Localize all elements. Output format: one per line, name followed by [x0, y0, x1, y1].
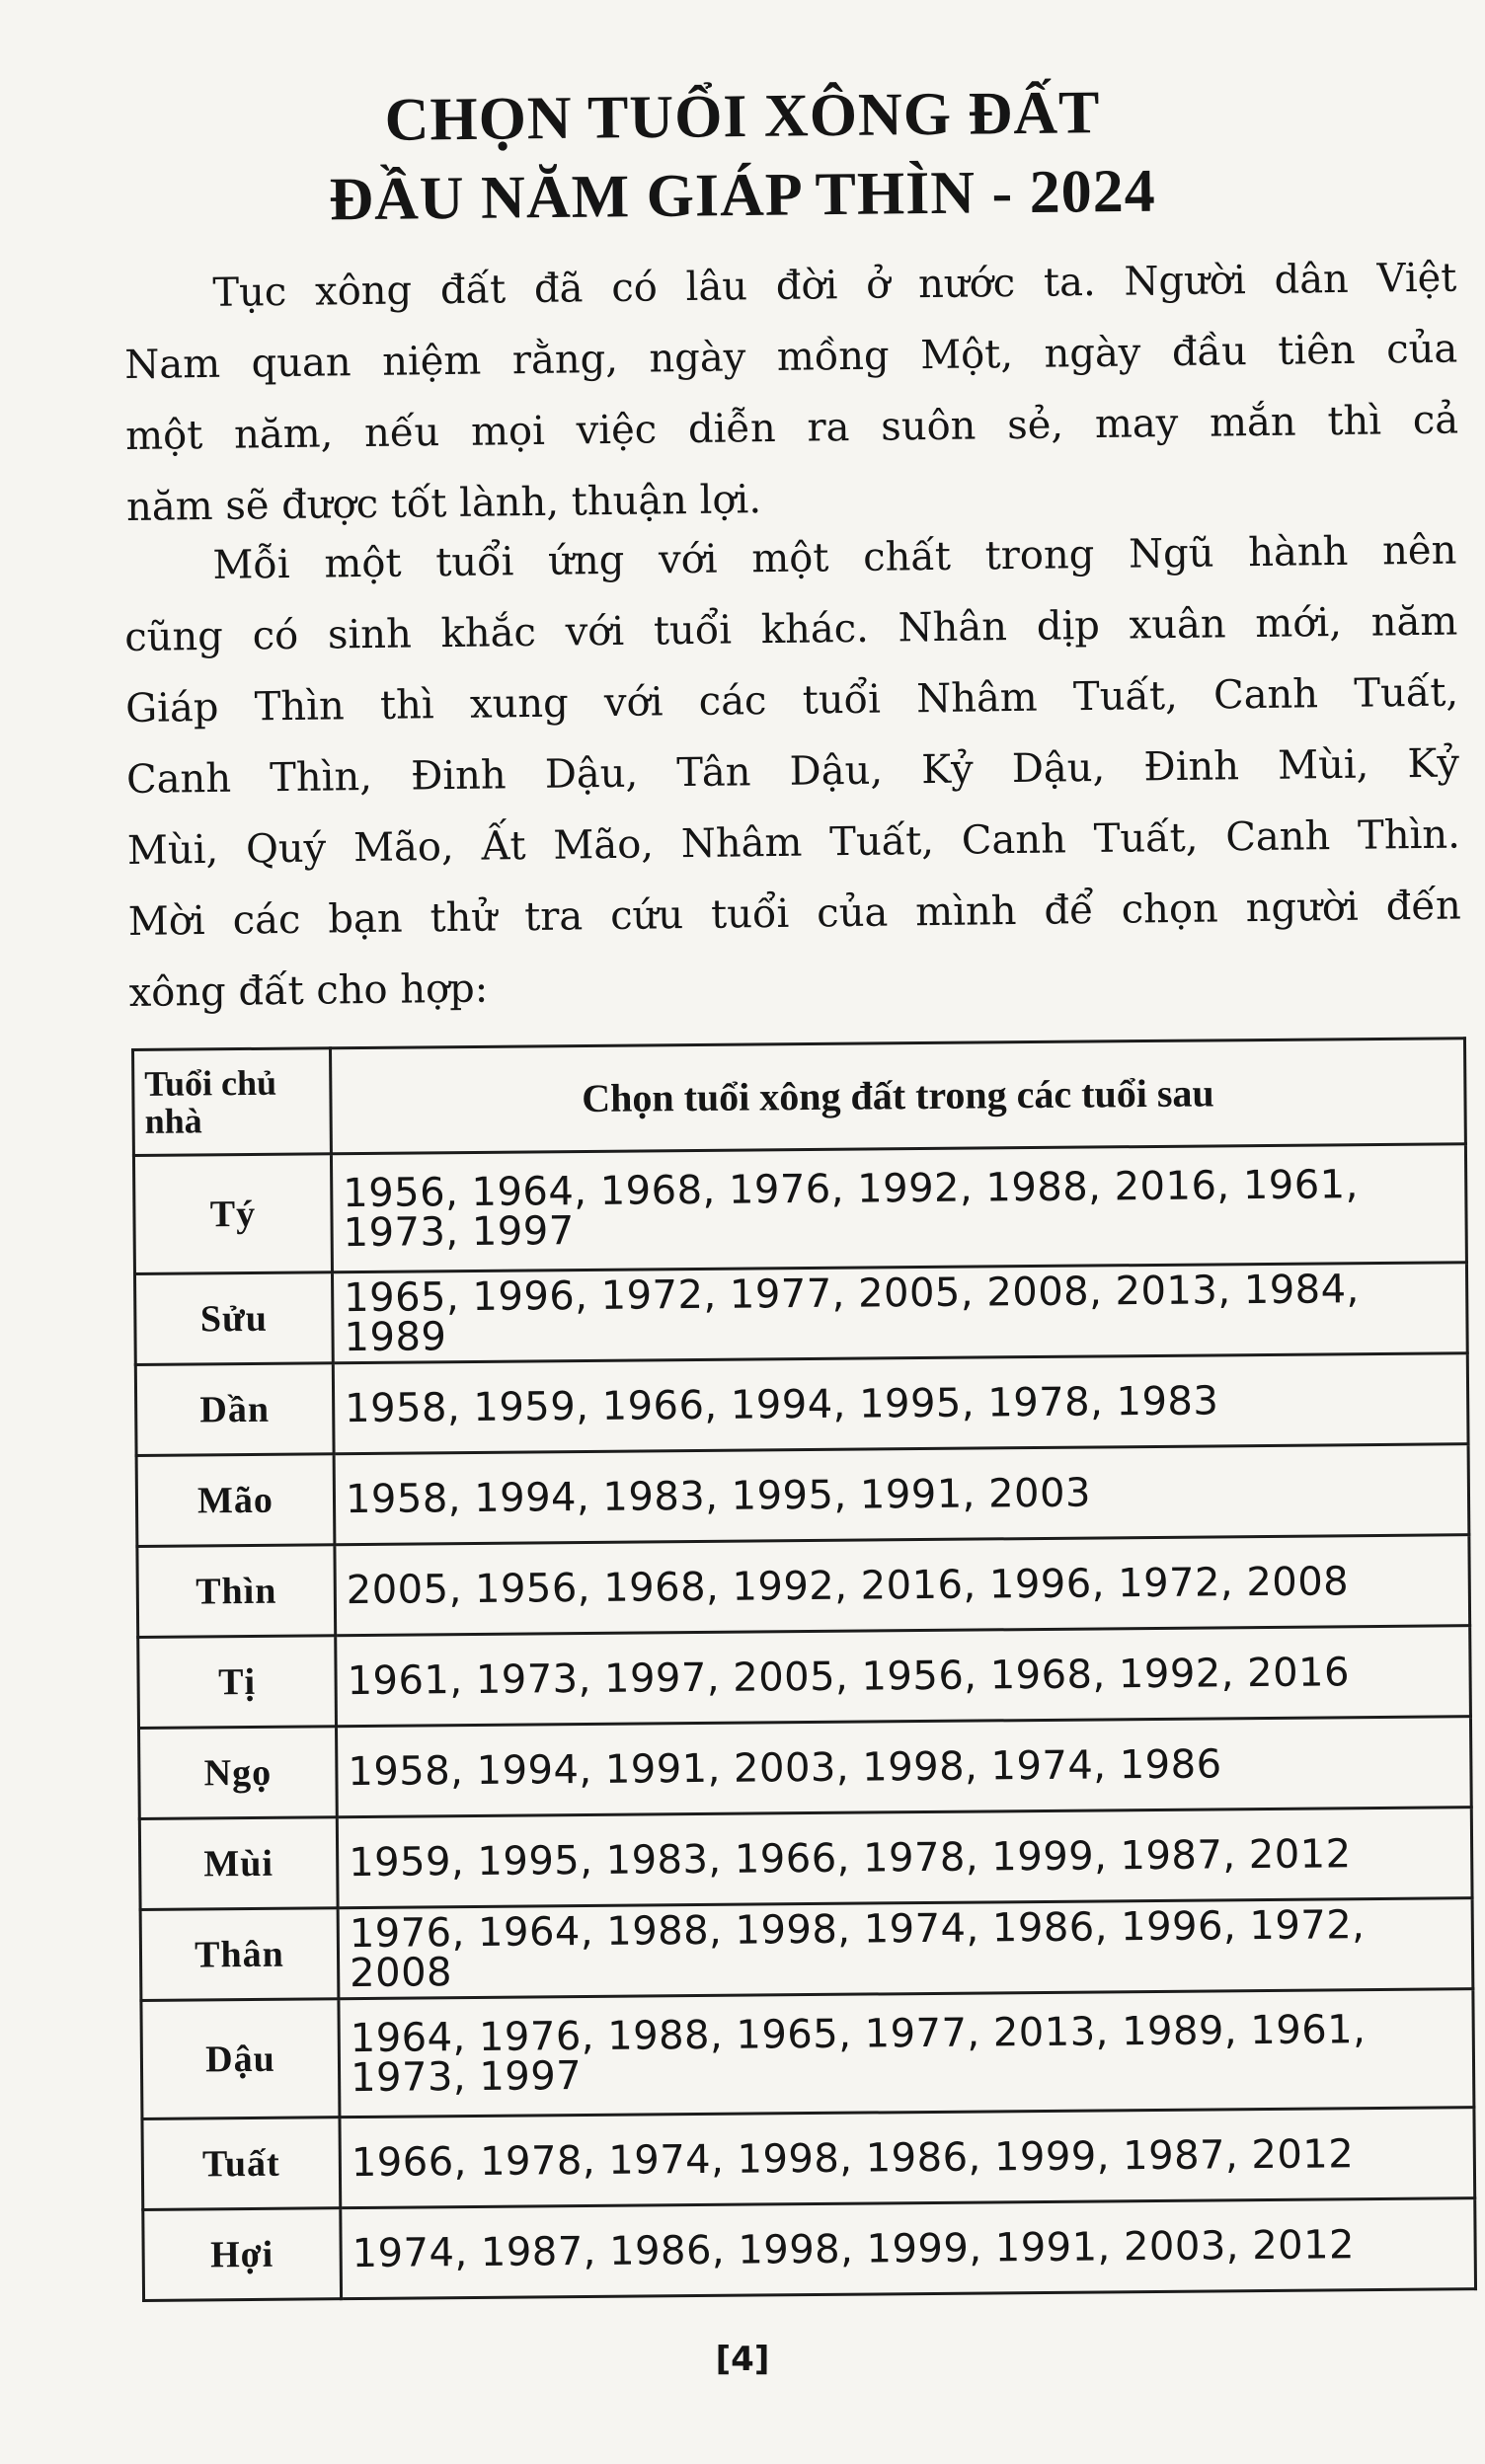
intro-paragraph: [123, 243, 1459, 543]
row-guest-years: 1956, 1964, 1968, 1976, 1992, 1988, 2016, 1961, 1973, 1997: [331, 1144, 1466, 1272]
table-row: [140, 1898, 1473, 2001]
row-guest-years: 1958, 1994, 1983, 1995, 1991, 2003: [334, 1444, 1469, 1545]
header-guest-ages: Chọn tuổi xông đất trong các tuổi sau: [331, 1039, 1466, 1154]
row-host-age: Tý: [133, 1154, 332, 1274]
row-host-age: Mão: [136, 1454, 335, 1547]
row-host-age: Thân: [140, 1908, 339, 2001]
row-guest-years: 1965, 1996, 1972, 1977, 2005, 2008, 2013, 1984, 1989: [332, 1263, 1467, 1363]
paragraph-line: năm sẽ được tốt lành, thuận lợi.: [125, 477, 762, 530]
row-guest-years: 1958, 1994, 1991, 2003, 1998, 1974, 1986: [337, 1717, 1472, 1817]
row-host-age: Tuất: [142, 2118, 341, 2210]
xong-dat-table: [131, 1037, 1477, 2302]
page-title-line-2: ĐẦU NĂM GIÁP THÌN - 2024: [328, 157, 1157, 234]
paragraph-line: Nam quan niệm rằng, ngày mồng Một, ngày đầu tiên của: [124, 326, 1458, 388]
row-guest-years: 1959, 1995, 1983, 1966, 1978, 1999, 1987, 2012: [337, 1808, 1472, 1908]
row-host-age: Hợi: [143, 2208, 342, 2301]
paragraph-line: cũng có sinh khắc với tuổi khác. Nhân dịp xuân mới, năm: [124, 598, 1458, 660]
paragraph-line: Canh Thìn, Đinh Dậu, Tân Dậu, Kỷ Dậu, Đinh Mùi, Kỷ: [125, 740, 1460, 803]
paragraph-line: xông đất cho hợp:: [128, 965, 489, 1016]
row-host-age: Mùi: [139, 1817, 338, 1910]
row-guest-years: 1976, 1964, 1988, 1998, 1974, 1986, 1996, 1972, 2008: [338, 1898, 1473, 1999]
paragraph-line: Mỗi một tuổi ứng với một chất trong Ngũ hành nên: [212, 527, 1457, 588]
table-row: [143, 2198, 1476, 2301]
row-guest-years: 1974, 1987, 1986, 1998, 1999, 1991, 2003, 2012: [341, 2198, 1476, 2299]
header-host-age: Tuổi chủ nhà: [133, 1048, 332, 1156]
page-title-line-1: CHỌN TUỔI XÔNG ĐẤT: [384, 79, 1101, 154]
table-header-row: [133, 1039, 1466, 1156]
table-row: [133, 1144, 1466, 1274]
row-host-age: Dậu: [141, 1999, 340, 2119]
table-row: [137, 1535, 1470, 1638]
row-host-age: Dần: [135, 1363, 334, 1456]
table-row: [139, 1808, 1472, 1910]
row-guest-years: 1966, 1978, 1974, 1998, 1986, 1999, 1987, 2012: [340, 2108, 1475, 2208]
row-host-age: Sửu: [134, 1272, 333, 1365]
table-row: [141, 1989, 1474, 2119]
page-number: [4]: [715, 2340, 770, 2379]
paragraph-line: Mùi, Quý Mão, Ất Mão, Nhâm Tuất, Canh Tuất, Canh Thìn.: [126, 811, 1461, 874]
table-row: [136, 1444, 1469, 1547]
row-host-age: Tị: [138, 1636, 337, 1729]
table-row: [134, 1263, 1467, 1365]
paragraph-line: Tục xông đất đã có lâu đời ở nước ta. Người dân Việt: [212, 255, 1457, 316]
table-row: [138, 1626, 1471, 1729]
second-paragraph: [123, 515, 1462, 1029]
table-row: [139, 1717, 1472, 1819]
table-row: [142, 2108, 1475, 2210]
row-guest-years: 1964, 1976, 1988, 1965, 1977, 2013, 1989, 1961, 1973, 1997: [339, 1989, 1474, 2118]
table-row: [135, 1353, 1468, 1456]
row-host-age: Ngọ: [139, 1727, 338, 1819]
row-guest-years: 1961, 1973, 1997, 2005, 1956, 1968, 1992, 2016: [336, 1626, 1471, 1727]
row-guest-years: 2005, 1956, 1968, 1992, 2016, 1996, 1972, 2008: [335, 1535, 1470, 1636]
paragraph-line: Mời các bạn thử tra cứu tuổi của mình để chọn người đến: [127, 883, 1462, 945]
row-host-age: Thìn: [137, 1545, 336, 1638]
row-guest-years: 1958, 1959, 1966, 1994, 1995, 1978, 1983: [333, 1353, 1468, 1454]
paragraph-line: một năm, nếu mọi việc diễn ra suôn sẻ, may mắn thì cả: [124, 397, 1459, 459]
paragraph-line: Giáp Thìn thì xung với các tuổi Nhâm Tuất, Canh Tuất,: [124, 669, 1459, 732]
